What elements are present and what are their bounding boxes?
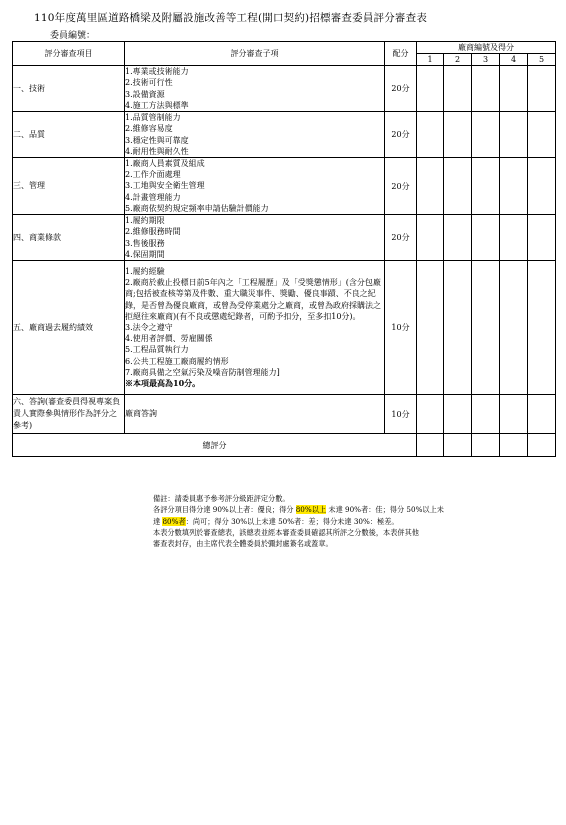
vendor-number: 3	[472, 54, 500, 66]
table-row	[13, 66, 556, 112]
score-entry-cell[interactable]	[417, 395, 444, 434]
subitems-cell	[125, 395, 385, 434]
score-entry-cell[interactable]	[417, 215, 444, 261]
subitem: 4.施工方法與標準	[125, 100, 189, 110]
subitem: 1.品質管制能力	[125, 113, 181, 123]
remarks-line	[153, 516, 548, 527]
score-entry-cell[interactable]	[500, 215, 528, 261]
subitem: 4.保固期間	[125, 249, 165, 259]
score-entry-cell[interactable]	[528, 158, 556, 215]
points-cell: 20分	[385, 112, 417, 158]
remarks-text: 各評分項目得分達 90%以上者：優良；得分	[153, 505, 296, 515]
subitem: 1.廠商人員素質及組成	[125, 159, 205, 168]
subitem: 2.技術可行性	[125, 78, 173, 88]
total-score-label: 總評分	[13, 434, 417, 457]
remarks-text: 達	[153, 516, 163, 526]
subitem: 3.工地與安全衛生管理	[125, 181, 205, 191]
subitem: 2.廠商於截止投標日前5年內之「工程履歷」及「受獎懲情形」(含分包廠商;包括被查核等第及件數、重大職災事件、獎勵、優良事蹟、不良之紀錄，是否曾為優良廠商，或曾為受停業處分之廠商，或曾為政府採購法之拒絕往來廠商)(有不良或懲處紀錄者，可酌予扣分，至多扣10分)。	[125, 278, 381, 321]
points-cell: 20分	[385, 215, 417, 261]
subitem: 7.廠商具備之空氣污染及噪音防制管理能力]	[125, 367, 280, 377]
remarks-text: ：尚可；得分 30%以上未達 50%者：差；得分未達 30%：極差。	[185, 516, 399, 526]
subitem: 2.維修容易度	[125, 124, 173, 134]
score-entry-cell[interactable]	[472, 158, 500, 215]
remarks	[153, 493, 548, 549]
score-entry-cell[interactable]	[500, 395, 528, 434]
subitems-cell	[125, 66, 385, 112]
subitems-cell	[125, 112, 385, 158]
remarks-text: 未達 90%者：佳；得分 50%以上未	[326, 505, 444, 515]
score-entry-cell[interactable]	[417, 66, 444, 112]
score-entry-cell[interactable]	[528, 66, 556, 112]
score-entry-cell[interactable]	[472, 395, 500, 434]
score-entry-cell[interactable]	[500, 158, 528, 215]
header-points: 配分	[385, 42, 417, 66]
category-cell: 五、廠商過去履約績效	[13, 261, 125, 395]
vendor-number: 5	[528, 54, 556, 66]
subitem: 1.履約期限	[125, 216, 165, 226]
subitems-cell	[125, 215, 385, 261]
points-cell: 20分	[385, 66, 417, 112]
score-entry-cell[interactable]	[500, 66, 528, 112]
subitem: 3.設備資源	[125, 89, 165, 99]
score-entry-cell[interactable]	[444, 261, 472, 395]
max-score-note: ※本項最高為10分。	[125, 377, 201, 388]
subitem: 2.工作介面處理	[125, 170, 181, 180]
subitem: 3.法令之遵守	[125, 322, 173, 332]
score-entry-cell[interactable]	[472, 66, 500, 112]
subitem: 5.廠商依契約規定頻率申請估驗計價能力	[125, 203, 269, 213]
subitem: 3.穩定性與可靠度	[125, 135, 189, 145]
score-entry-cell[interactable]	[444, 66, 472, 112]
subitem: 廠商答詢	[125, 409, 157, 419]
score-entry-cell[interactable]	[528, 215, 556, 261]
score-entry-cell[interactable]	[444, 158, 472, 215]
points-cell: 20分	[385, 158, 417, 215]
table-row	[13, 112, 556, 158]
score-entry-cell[interactable]	[472, 215, 500, 261]
subitem: 4.耐用性與耐久性	[125, 146, 189, 156]
header-item: 評分審查項目	[13, 42, 125, 66]
score-entry-cell[interactable]	[444, 112, 472, 158]
vendor-number: 4	[500, 54, 528, 66]
subitem: 3.售後服務	[125, 238, 165, 248]
table-row	[13, 261, 556, 395]
total-entry-cell[interactable]	[472, 434, 500, 457]
score-entry-cell[interactable]	[444, 395, 472, 434]
remarks-line	[153, 504, 548, 515]
subitems-cell	[125, 261, 385, 395]
score-entry-cell[interactable]	[500, 261, 528, 395]
total-entry-cell[interactable]	[417, 434, 444, 457]
score-entry-cell[interactable]	[472, 261, 500, 395]
remarks-line: 本表分數填列於審查總表，該總表並經本審查委員確認其所評之分數後，本表併其他	[153, 527, 419, 537]
subitem: 1.專業或技術能力	[125, 67, 189, 77]
score-entry-cell[interactable]	[417, 261, 444, 395]
table-row	[13, 395, 556, 434]
points-cell: 10分	[385, 395, 417, 434]
total-entry-cell[interactable]	[528, 434, 556, 457]
category-cell: 二、品質	[13, 112, 125, 158]
page-title: 110年度萬里區道路橋梁及附屬設施改善等工程(開口契約)招標審查委員評分審查表	[34, 12, 428, 24]
highlighted-text: 80%者	[162, 516, 186, 526]
remarks-line: 備註：請委員惠予參考評分級距評定分數。	[153, 494, 290, 503]
subitems-cell	[125, 158, 385, 215]
score-entry-cell[interactable]	[528, 395, 556, 434]
member-number-label: 委員編號：	[50, 31, 96, 41]
category-cell: 四、商業條款	[13, 215, 125, 261]
total-row	[13, 434, 556, 457]
subitem: 6.公共工程施工廠商履約情形	[125, 356, 229, 366]
score-entry-cell[interactable]	[444, 215, 472, 261]
score-entry-cell[interactable]	[417, 112, 444, 158]
vendor-number: 1	[417, 54, 444, 66]
subitem: 1.履約經驗	[125, 266, 165, 276]
score-entry-cell[interactable]	[417, 158, 444, 215]
points-cell: 10分	[385, 261, 417, 395]
category-cell: 一、技術	[13, 66, 125, 112]
vendor-number: 2	[444, 54, 472, 66]
table-row	[13, 158, 556, 215]
total-entry-cell[interactable]	[444, 434, 472, 457]
header-vendor-group: 廠商編號及得分	[417, 42, 556, 54]
subitem: 5.工程品質執行力	[125, 345, 189, 355]
subitem: 4.計畫管理能力	[125, 192, 181, 202]
category-cell: 六、答詢(審查委員得視專案負責人實際參與情形作為評分之參考)	[13, 395, 125, 434]
score-entry-cell[interactable]	[500, 112, 528, 158]
header-subitem: 評分審查子項	[125, 42, 385, 66]
scoring-table	[12, 41, 556, 457]
remarks-line: 審查表封存，由主席代表全體委員於彌封處簽名或蓋章。	[153, 539, 333, 549]
score-entry-cell[interactable]	[472, 112, 500, 158]
highlighted-text: 80%以上	[295, 505, 327, 515]
total-entry-cell[interactable]	[500, 434, 528, 457]
table-row	[13, 215, 556, 261]
subitem: 4.使用者評價、勞雇關係	[125, 334, 213, 344]
subitem: 2.維修服務時間	[125, 227, 181, 237]
score-entry-cell[interactable]	[528, 112, 556, 158]
score-entry-cell[interactable]	[528, 261, 556, 395]
category-cell: 三、管理	[13, 158, 125, 215]
